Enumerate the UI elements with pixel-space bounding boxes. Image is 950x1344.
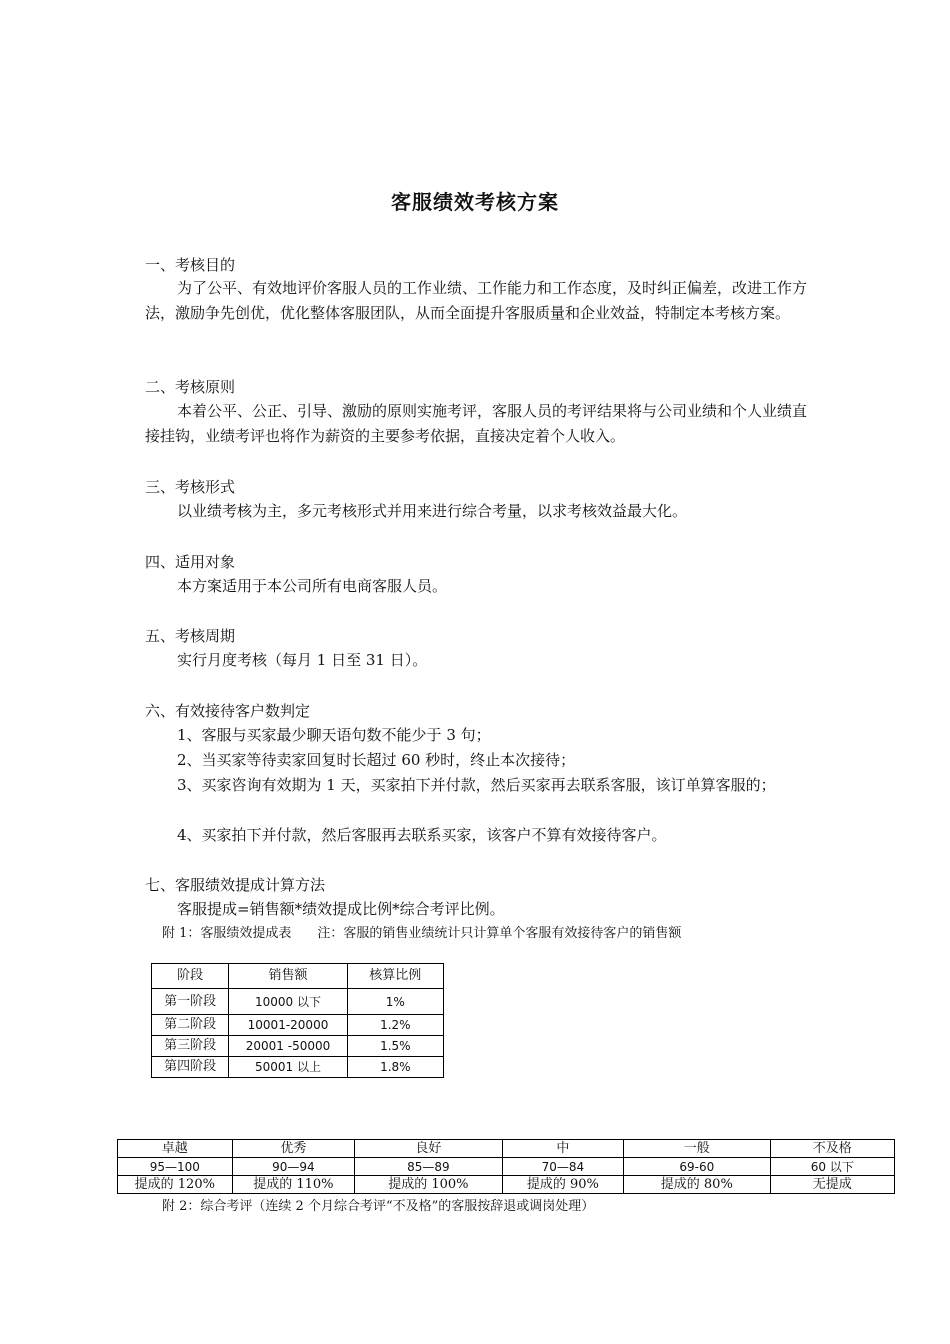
section-heading-valid-reception: 六、有效接待客户数判定 <box>145 702 311 720</box>
table-header-cell: 核算比例 <box>347 964 443 989</box>
section-body-period: 实行月度考核（每月 1 日至 31 日）。 <box>177 651 428 669</box>
table-cell: 10000 以下 <box>229 989 347 1015</box>
table-row <box>152 1015 444 1036</box>
table2-note: 附 2：综合考评（连续 2 个月综合考评“不及格”的客服按辞退或调岗处理） <box>162 1199 595 1214</box>
table-cell: 69-60 <box>624 1158 770 1176</box>
table-cell: 提成的 110% <box>232 1176 355 1194</box>
section-heading-target: 四、适用对象 <box>145 553 236 571</box>
list-item: 3、买家咨询有效期为 1 天，买家拍下并付款，然后买家再去联系客服，该订单算客服的； <box>177 776 776 794</box>
table-header-cell: 不及格 <box>770 1140 895 1158</box>
section-body-target: 本方案适用于本公司所有电商客服人员。 <box>177 577 448 595</box>
section-heading-principle: 二、考核原则 <box>145 378 236 396</box>
table-cell: 10001-20000 <box>229 1015 347 1036</box>
section-body-purpose: 为了公平、有效地评价客服人员的工作业绩、工作能力和工作态度，及时纠正偏差，改进工作方法，激励争先创优，优化整体客服团队，从而全面提升客服质量和企业效益，特制定本考核方案。 <box>145 279 808 322</box>
section-heading-purpose: 一、考核目的 <box>145 256 236 274</box>
table-cell: 1% <box>347 989 443 1015</box>
table-row <box>152 964 444 989</box>
table-header-cell: 中 <box>502 1140 624 1158</box>
table-row <box>118 1158 895 1176</box>
table-cell: 1.8% <box>347 1057 443 1078</box>
table-row <box>152 1057 444 1078</box>
table-cell: 1.2% <box>347 1015 443 1036</box>
section-heading-form: 三、考核形式 <box>145 478 236 496</box>
table-header-cell: 卓越 <box>118 1140 233 1158</box>
table-cell: 提成的 120% <box>118 1176 233 1194</box>
table-cell: 第一阶段 <box>152 989 229 1015</box>
table-row <box>118 1176 895 1194</box>
commission-table <box>151 963 444 1078</box>
table-cell: 60 以下 <box>770 1158 895 1176</box>
table-cell: 第三阶段 <box>152 1036 229 1057</box>
section-body-commission: 客服提成=销售额*绩效提成比例*综合考评比例。 <box>177 900 505 918</box>
section-body-form: 以业绩考核为主，多元考核形式并用来进行综合考量，以求考核效益最大化。 <box>177 502 688 520</box>
table-cell: 90—94 <box>232 1158 355 1176</box>
table-row <box>118 1140 895 1158</box>
list-item: 1、客服与买家最少聊天语句数不能少于 3 句； <box>177 726 491 744</box>
table-cell: 提成的 80% <box>624 1176 770 1194</box>
table-cell: 第四阶段 <box>152 1057 229 1078</box>
section-heading-commission: 七、客服绩效提成计算方法 <box>145 876 326 894</box>
table-cell: 提成的 100% <box>355 1176 502 1194</box>
table-header-cell: 一般 <box>624 1140 770 1158</box>
table-cell: 提成的 90% <box>502 1176 624 1194</box>
table-header-cell: 销售额 <box>229 964 347 989</box>
table-cell: 85—89 <box>355 1158 502 1176</box>
table-cell: 50001 以上 <box>229 1057 347 1078</box>
table-cell: 1.5% <box>347 1036 443 1057</box>
table-cell: 无提成 <box>770 1176 895 1194</box>
table-cell: 95—100 <box>118 1158 233 1176</box>
table-header-cell: 阶段 <box>152 964 229 989</box>
document-title: 客服绩效考核方案 <box>391 190 559 214</box>
table-row <box>152 1036 444 1057</box>
table-header-cell: 良好 <box>355 1140 502 1158</box>
table-row <box>152 989 444 1015</box>
list-item: 4、买家拍下并付款，然后客服再去联系买家，该客户不算有效接待客户。 <box>177 826 667 844</box>
table-cell: 70—84 <box>502 1158 624 1176</box>
table-cell: 20001 -50000 <box>229 1036 347 1057</box>
table-header-cell: 优秀 <box>232 1140 355 1158</box>
table1-note: 附 1：客服绩效提成表 注：客服的销售业绩统计只计算单个客服有效接待客户的销售额 <box>162 926 682 941</box>
section-heading-period: 五、考核周期 <box>145 627 236 645</box>
list-item: 2、当买家等待卖家回复时长超过 60 秒时，终止本次接待； <box>177 751 576 769</box>
table-cell: 第二阶段 <box>152 1015 229 1036</box>
section-body-principle: 本着公平、公正、引导、激励的原则实施考评，客服人员的考评结果将与公司业绩和个人业绩直接挂钩，业绩考评也将作为薪资的主要参考依据，直接决定着个人收入。 <box>145 402 808 445</box>
evaluation-table <box>117 1139 895 1194</box>
